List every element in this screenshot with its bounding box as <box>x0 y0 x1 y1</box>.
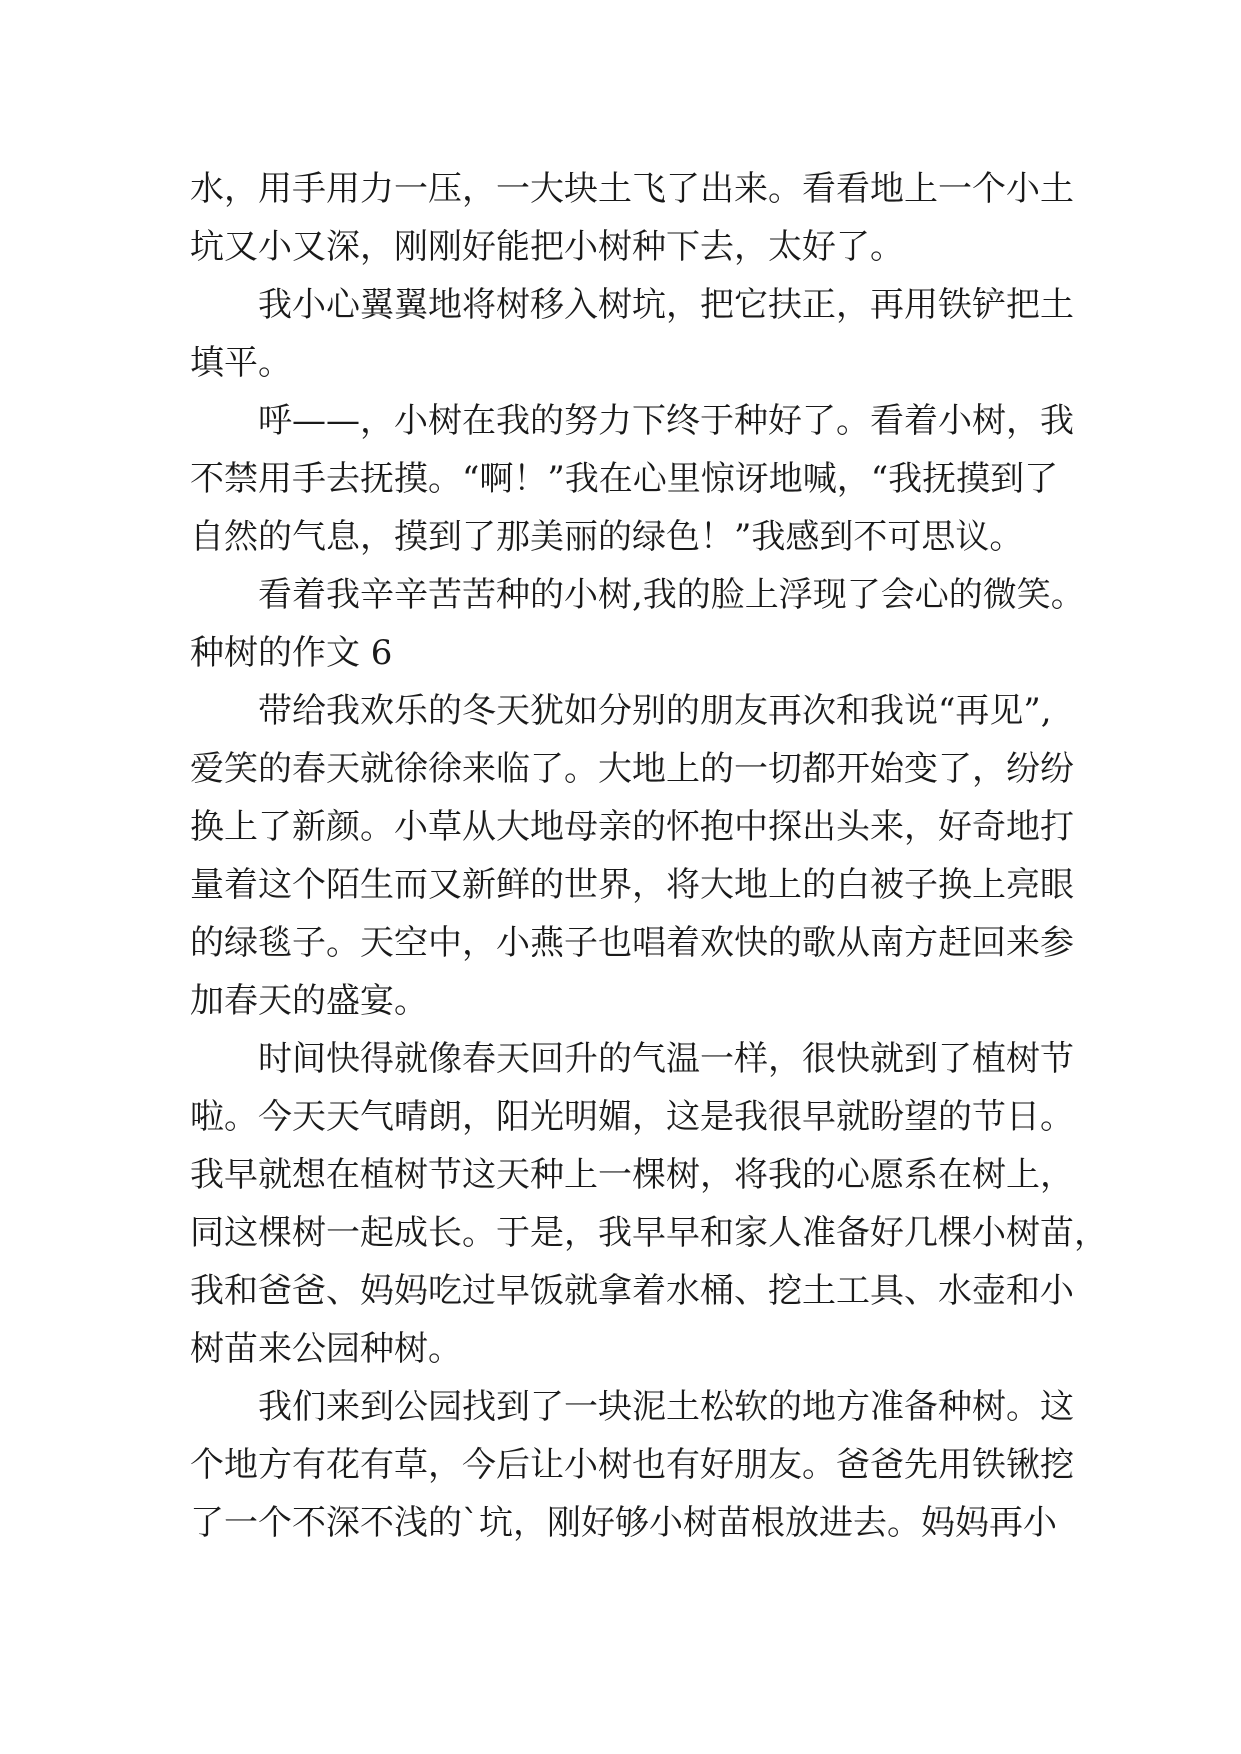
text-line: 量着这个陌生而又新鲜的世界，将大地上的白被子换上亮眼 <box>190 865 1074 905</box>
text-line: 自然的气息，摸到了那美丽的绿色！”我感到不可思议。 <box>190 517 1024 557</box>
section-heading: 种树的作文 6 <box>190 633 393 673</box>
text-line: 我早就想在植树节这天种上一棵树，将我的心愿系在树上， <box>190 1155 1074 1195</box>
text-line: 填平。 <box>190 343 292 383</box>
text-line: 的绿毯子。天空中，小燕子也唱着欢快的歌从南方赶回来参 <box>190 923 1074 963</box>
text-line: 啦。今天天气晴朗，阳光明媚，这是我很早就盼望的节日。 <box>190 1097 1074 1137</box>
text-line: 不禁用手去抚摸。“啊！”我在心里惊讶地喊，“我抚摸到了 <box>190 459 1059 499</box>
text-line: 看着我辛辛苦苦种的小树,我的脸上浮现了会心的微笑。 <box>258 575 1085 615</box>
text-line: 换上了新颜。小草从大地母亲的怀抱中探出头来，好奇地打 <box>190 807 1074 847</box>
text-line: 我和爸爸、妈妈吃过早饭就拿着水桶、挖土工具、水壶和小 <box>190 1271 1074 1311</box>
text-line: 同这棵树一起成长。于是，我早早和家人准备好几棵小树苗， <box>190 1213 1108 1253</box>
text-line: 坑又小又深，刚刚好能把小树种下去，太好了。 <box>190 227 904 267</box>
text-line: 我们来到公园找到了一块泥土松软的地方准备种树。这 <box>258 1387 1074 1427</box>
text-line: 带给我欢乐的冬天犹如分别的朋友再次和我说“再见”, <box>258 691 1052 731</box>
text-line: 呼——，小树在我的努力下终于种好了。看着小树，我 <box>258 401 1074 441</box>
text-line: 了一个不深不浅的`坑，刚好够小树苗根放进去。妈妈再小 <box>190 1503 1057 1543</box>
text-line: 爱笑的春天就徐徐来临了。大地上的一切都开始变了，纷纷 <box>190 749 1074 789</box>
text-line: 水，用手用力一压，一大块土飞了出来。看看地上一个小土 <box>190 169 1074 209</box>
text-line: 时间快得就像春天回升的气温一样，很快就到了植树节 <box>258 1039 1074 1079</box>
text-line: 加春天的盛宴。 <box>190 981 428 1021</box>
text-line: 树苗来公园种树。 <box>190 1329 462 1369</box>
text-line: 个地方有花有草，今后让小树也有好朋友。爸爸先用铁锹挖 <box>190 1445 1074 1485</box>
document-body <box>190 160 1108 1552</box>
text-line: 我小心翼翼地将树移入树坑，把它扶正，再用铁铲把土 <box>258 285 1074 325</box>
